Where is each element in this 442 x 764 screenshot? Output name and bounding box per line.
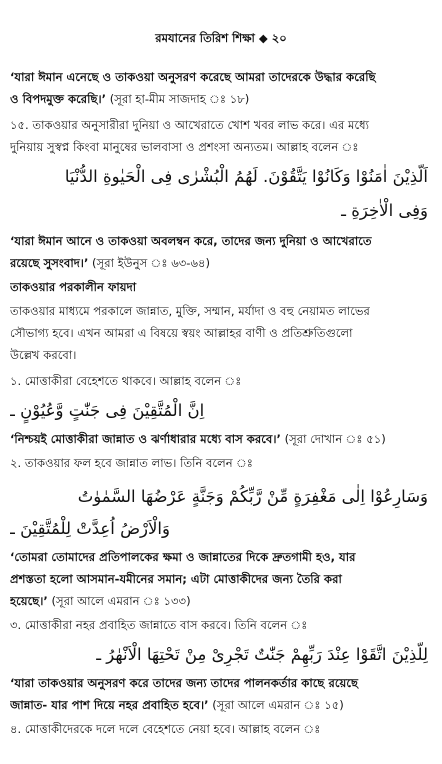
quote-line: ‘যারা তাকওয়ার অনুসরণ করে তাদের জন্য তাদের পালনকর্তার কাছে রয়েছে	[10, 676, 359, 690]
quote-line: ‘তোমরা তোমাদের প্রতিপালকের ক্ষমা ও জান্নাতের দিকে দ্রুতগামী হও, যার	[10, 550, 356, 564]
quote-line: ‘যারা ঈমান এনেছে ও তাকওয়া অনুসরণ করেছে আমরা তাদেরকে উদ্ধার করেছি	[10, 70, 376, 84]
quote-line-with-ref	[10, 252, 428, 274]
point-3-line: ৩. মোত্তাকীরা নহর প্রবাহিত জান্নাতে বাস করবে। তিনি বলেন ঃ	[10, 618, 308, 632]
section-heading: তাকওয়ার পরকালীন ফায়দা	[10, 280, 137, 294]
quote-text: ‘নিশ্চয়ই মোত্তাকীরা জান্নাত ও ঝর্ণাধারার মধ্যে বাস করবে।’	[10, 432, 281, 446]
paragraph-line: তাকওয়ার মাধ্যমে পরকালে জান্নাত, মুক্তি, সম্মান, মর্যাদা ও বহু নেয়ামত লাভের	[10, 304, 370, 318]
surah-reference: (সূরা দোখান ঃ ৫১)	[280, 432, 386, 446]
surah-reference: (সূরা আলে এমরান ঃ ১৫)	[208, 698, 344, 712]
arabic-verse: اَلَّذِيْنَ اٰمَنُوْا وَكَانُوْا يَتَّقُوْنَ. لَهُمُ الْبُشْرٰى فِى الْحَيٰوةِ الدُّنْيَا	[64, 167, 428, 186]
surah-reference: (সূরা ইউনুস ঃ ৬৩-৬৪)	[88, 256, 211, 270]
quote-text: হয়েছে।’	[10, 594, 48, 608]
quote-line-with-ref	[10, 428, 428, 450]
page-header: রমযানের তিরিশ শিক্ষা ◆ ২০	[155, 31, 287, 45]
quote-line-with-ref	[10, 590, 428, 612]
point-2-line: ২. তাকওয়ার ফল হবে জান্নাত লাভ। তিনি বলেন ঃ	[10, 456, 253, 470]
quote-text: রয়েছে সুসংবাদ।’	[10, 256, 89, 270]
paragraph-line: উল্লেখ করবো।	[10, 348, 77, 362]
quote-line: ‘যারা ঈমান আনে ও তাকওয়া অবলম্বন করে, তাদের জন্য দুনিয়া ও আখেরাতে	[10, 234, 372, 248]
surah-reference: (সূরা আলে এমরান ঃ ১৩৩)	[47, 594, 191, 608]
surah-reference: (সূরা হা-মীম সাজদাহ ঃ ১৮)	[106, 92, 250, 106]
quote-text: ও বিপদমুক্ত করেছি।’	[10, 92, 107, 106]
point-15-line: দুনিয়ায় সুস্বপ্ন কিংবা মানুষের ভালবাসা ও প্রশংসা অন্যতম। আল্লাহ বলেন ঃ	[10, 140, 359, 154]
quote-text: জান্নাত- যার পাশ দিয়ে নহর প্রবাহিত হবে।’	[10, 698, 209, 712]
arabic-verse: وَسَارِعُوْا اِلٰى مَغْفِرَةٍ مِّنْ رَّبِّكُمْ وَجَنَّةٍ عَرْضُهَا السَّمٰوٰتُ	[77, 487, 428, 506]
quote-line-with-ref	[10, 88, 428, 110]
paragraph-line: সৌভাগ্য হবে। এখন আমরা এ বিষয়ে স্বয়ং আল্লাহর বাণী ও প্রতিশ্রুতিগুলো	[10, 326, 353, 340]
arabic-verse: وَالْاَرْضُ اُعِدَّتْ لِلْمُتَّقِيْنَ ـ	[10, 519, 170, 538]
arabic-verse: وَفِى الْاٰخِرَةِ ـ	[341, 201, 428, 220]
arabic-verse: لِلَّذِيْنَ اتَّقَوْا عِنْدَ رَبِّهِمْ جَنّٰتٌ تَجْرِىْ مِنْ تَحْتِهَا الْاَنْهٰرُ ـ	[96, 645, 428, 664]
arabic-verse: اِنَّ الْمُتَّقِيْنَ فِى جَنّٰتٍ وَّعُيُوْنٍ ـ	[10, 401, 205, 420]
point-15-line: ১৫. তাকওয়ার অনুসারীরা দুনিয়া ও আখেরাতে খোশ খবর লাভ করে। এর মধ্যে	[10, 118, 369, 132]
point-4-line: ৪. মোত্তাকীদেরকে দলে দলে বেহেশতে নেয়া হবে। আল্লাহ বলেন ঃ	[10, 722, 321, 736]
quote-line-with-ref	[10, 694, 428, 716]
point-1-line: ১. মোত্তাকীরা বেহেশতে থাকবে। আল্লাহ বলেন ঃ	[10, 374, 242, 388]
quote-line: প্রশস্ততা হলো আসমান-যমীনের সমান; এটা মোত্তাকীদের জন্য তৈরি করা	[10, 572, 342, 586]
